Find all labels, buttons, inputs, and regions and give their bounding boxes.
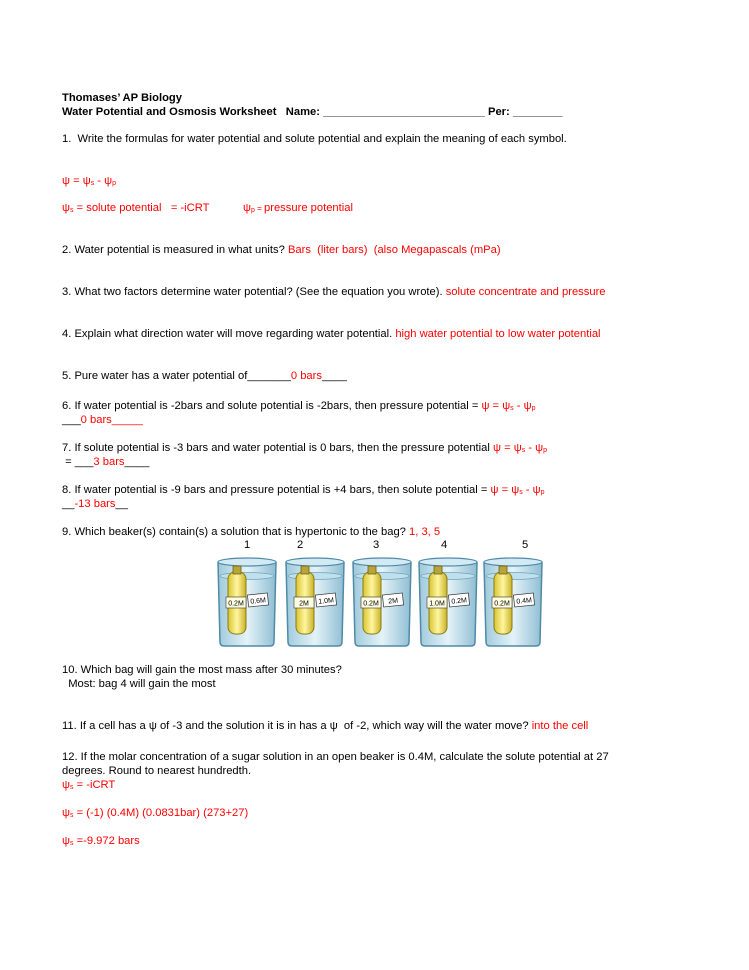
bag-clip <box>499 566 507 574</box>
answer-5: 0 bars <box>290 370 322 382</box>
question-12-line-2: degrees. Round to nearest hundredth. <box>62 765 252 777</box>
worksheet-title: Water Potential and Osmosis Worksheet Name: __________________________ Per: ________ <box>62 106 563 118</box>
question-1: 1. Write the formulas for water potential and solute potential and explain the meaning of each symbol. <box>62 133 567 145</box>
beaker-number-3: 3 <box>373 539 380 551</box>
answer-12-step-2: $\psi_s = (-1)$ (0.4M) (0.0831bar) (273+27) <box>62 807 249 819</box>
bag-concentration-label: 1.0M <box>429 600 445 608</box>
answer-12-step-1: $\psi_s$ = -iCRT <box>62 779 116 791</box>
bag-clip <box>301 566 309 574</box>
water-potential-formula: $\psi = \psi_s - \psi_p$ <box>62 175 117 187</box>
question-7: 7. If solute potential is -3 bars and water potential is 0 bars, then the pressure potential $\psi = \psi_s - \psi_p$ <box>62 442 548 454</box>
question-9: 9. Which beaker(s) contain(s) a solution that is hypertonic to the bag? 1, 3, 5 <box>62 526 441 538</box>
answer-10: Most: bag 4 will gain the most <box>62 678 216 690</box>
beaker-number-1: 1 <box>244 539 251 551</box>
answer-3: solute concentrate and pressure <box>445 286 606 298</box>
answer-7: 3 bars <box>93 456 125 468</box>
question-4: 4. Explain what direction water will move regarding water potential. high water potential to low water potential <box>62 328 601 340</box>
question-3: 3. What two factors determine water potential? (See the equation you wrote). solute concentrate and pressure <box>62 286 606 298</box>
beaker-number-2: 2 <box>297 539 304 551</box>
bag-concentration-label: 0.2M <box>363 600 379 608</box>
bag-clip <box>233 566 241 574</box>
beaker-4 <box>419 558 477 646</box>
bag-concentration-label: 0.2M <box>228 600 244 608</box>
beaker-rim <box>218 558 276 566</box>
solute-potential-definition: $\psi_s$ = solute potential = -iCRT <box>62 202 210 214</box>
question-11: 11. If a cell has a ψ of -3 and the solution it is in has a ψ of -2, which way will the water move? into the cell <box>62 720 589 732</box>
question-2: 2. Water potential is measured in what units? Bars (liter bars) (also Megapascals (mPa) <box>62 244 501 256</box>
question-6: 6. If water potential is -2bars and solute potential is -2bars, then pressure potential = $\psi = \psi_s - \psi_p$ <box>62 400 536 412</box>
question-10: 10. Which bag will gain the most mass after 30 minutes? <box>62 664 342 676</box>
answer-8: -13 bars <box>74 498 116 510</box>
beaker-rim <box>353 558 411 566</box>
answer-4: high water potential to low water potential <box>395 328 601 340</box>
question-8: 8. If water potential is -9 bars and pressure potential is +4 bars, then solute potential = $\psi = \psi_s - \psi_p$ <box>62 484 545 496</box>
bag-concentration-label: 0.2M <box>494 600 510 608</box>
bag-clip <box>434 566 442 574</box>
solution-concentration-label: 0.2M <box>451 597 468 606</box>
answer-line-7: = ___3 bars____ <box>62 456 150 468</box>
answer-line-8: __-13 bars__ <box>62 498 128 510</box>
solution-concentration-label: 0.4M <box>516 597 533 606</box>
pressure-potential-definition: $\psi_p$ = pressure potential <box>243 202 353 214</box>
solution-concentration-label: 1.0M <box>318 597 335 606</box>
answer-line-6: ___0 bars_____ <box>62 414 143 426</box>
beaker-rim <box>419 558 477 566</box>
bag-clip <box>368 566 376 574</box>
beaker-2 <box>286 558 344 646</box>
beaker-3 <box>353 558 411 646</box>
beaker-illustration <box>214 556 550 648</box>
beaker-rim <box>286 558 344 566</box>
beaker-number-5: 5 <box>522 539 529 551</box>
beaker-5 <box>484 558 542 646</box>
beaker-number-4: 4 <box>441 539 448 551</box>
question-12-line-1: 12. If the molar concentration of a sugar solution in an open beaker is 0.4M, calculate the solute potential at 27 <box>62 751 609 763</box>
answer-12-step-3: $\psi_s =-9.972$ bars <box>62 835 140 847</box>
answer-11: into the cell <box>531 720 589 732</box>
formula-7: $\psi = \psi_s - \psi_p$ <box>492 442 548 454</box>
bag-concentration-label: 2M <box>299 600 309 608</box>
beaker-rim <box>484 558 542 566</box>
beaker-1 <box>218 558 276 646</box>
answer-2: Bars (liter bars) (also Megapascals (mPa) <box>287 244 501 256</box>
solution-concentration-label: 2M <box>387 597 399 606</box>
formula-6: $\psi = \psi_s - \psi_p$ <box>481 400 536 412</box>
answer-9: 1, 3, 5 <box>409 526 441 538</box>
course-title: Thomases’ AP Biology <box>62 92 182 104</box>
formula-8: $\psi = \psi_s - \psi_p$ <box>490 484 545 496</box>
question-5: 5. Pure water has a water potential of_______0 bars____ <box>62 370 347 382</box>
answer-6: 0 bars_____ <box>80 414 143 426</box>
solution-concentration-label: 0.6M <box>250 597 267 606</box>
